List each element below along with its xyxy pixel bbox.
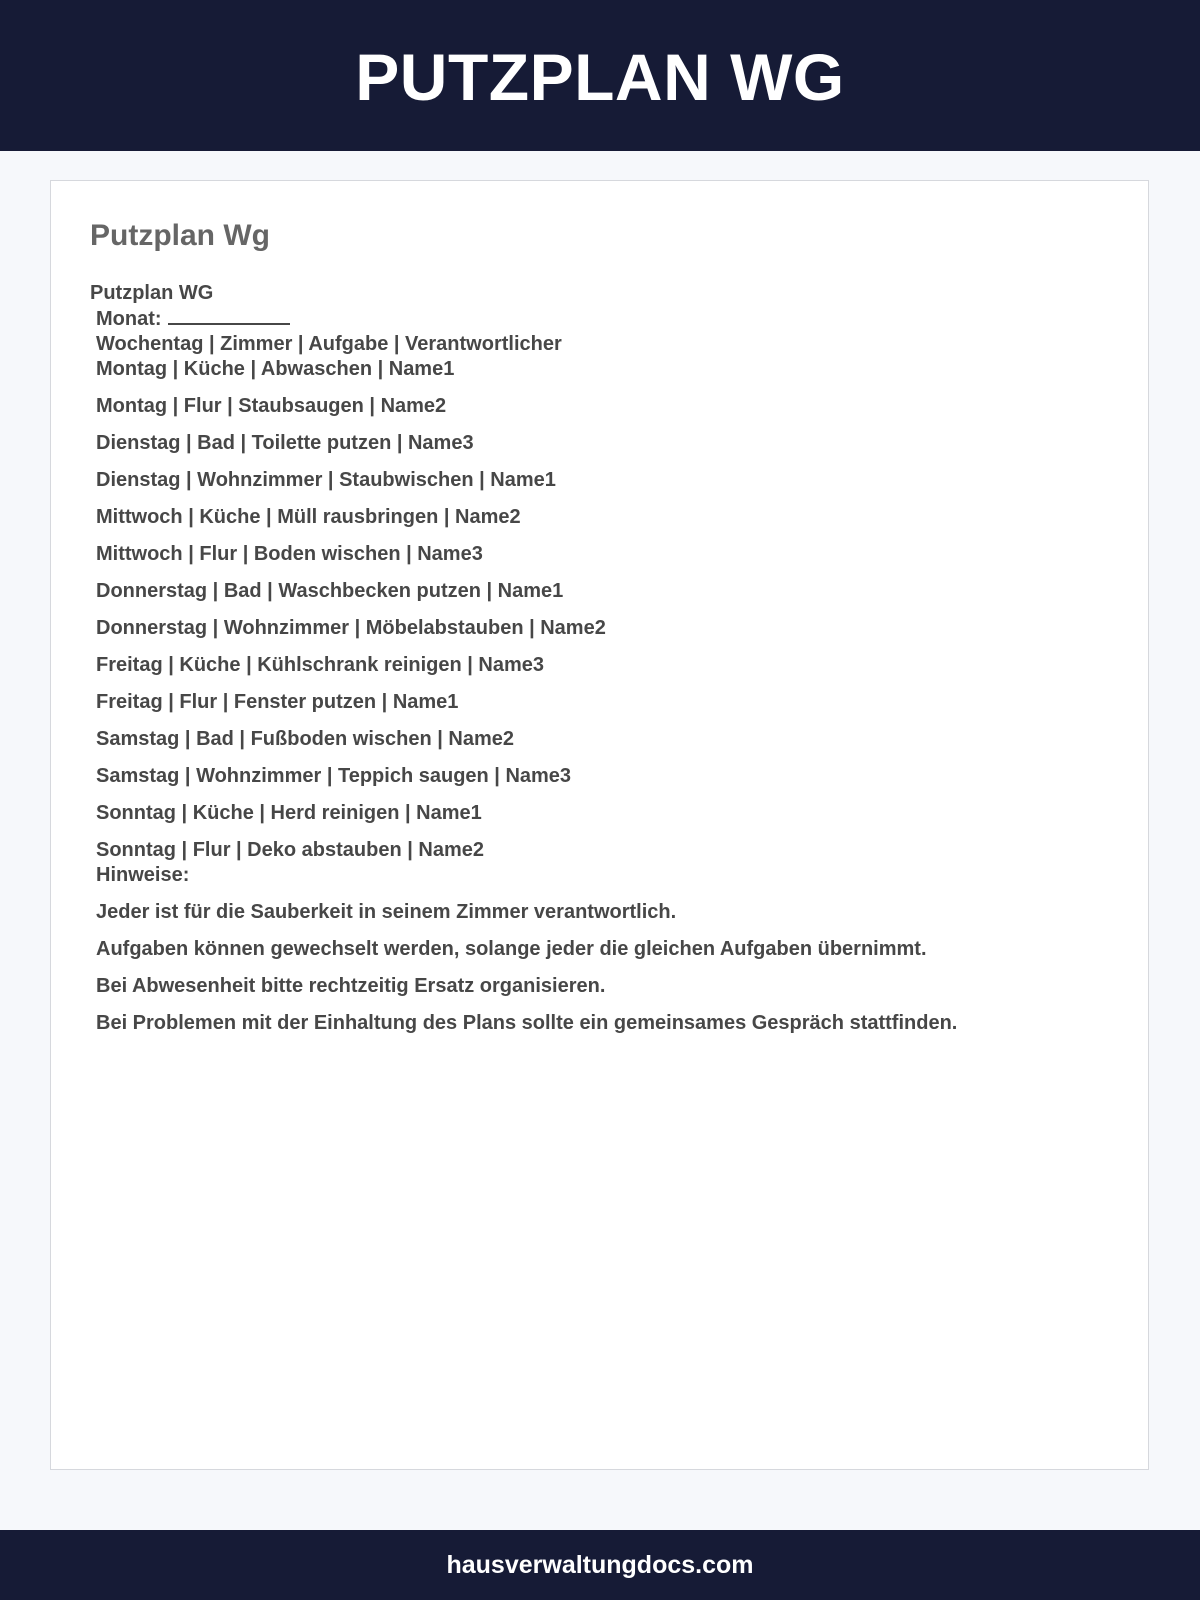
schedule-row: Samstag | Wohnzimmer | Teppich saugen | Name3 (96, 765, 572, 787)
document-heading: Putzplan WG (90, 282, 214, 304)
schedule-row: Freitag | Küche | Kühlschrank reinigen | Name3 (96, 654, 545, 676)
page-footer (0, 1530, 1200, 1600)
note-item: Bei Problemen mit der Einhaltung des Plans sollte ein gemeinsames Gespräch stattfinden. (96, 1012, 958, 1034)
document-content (90, 281, 1110, 1036)
schedule-row: Samstag | Bad | Fußboden wischen | Name2 (96, 728, 514, 750)
notes-label: Hinweise: (96, 864, 190, 886)
note-item: Aufgaben können gewechselt werden, solange jeder die gleichen Aufgaben übernimmt. (96, 938, 927, 960)
schedule-row: Sonntag | Flur | Deko abstauben | Name2 (96, 839, 484, 861)
schedule-row: Montag | Flur | Staubsaugen | Name2 (96, 395, 447, 417)
schedule-row: Donnerstag | Bad | Waschbecken putzen | Name1 (96, 580, 564, 602)
month-field (90, 306, 1110, 332)
schedule-row: Mittwoch | Flur | Boden wischen | Name3 (96, 543, 483, 565)
schedule-row: Dienstag | Wohnzimmer | Staubwischen | Name1 (96, 469, 556, 491)
document-title: Putzplan Wg (90, 219, 270, 252)
schedule-row: Montag | Küche | Abwaschen | Name1 (96, 358, 455, 380)
month-blank-line (168, 306, 290, 325)
schedule-row: Dienstag | Bad | Toilette putzen | Name3 (96, 432, 474, 454)
schedule-row: Freitag | Flur | Fenster putzen | Name1 (96, 691, 459, 713)
month-label: Monat: (96, 308, 162, 330)
footer-site-link[interactable]: hausverwaltungdocs.com (446, 1550, 754, 1579)
schedule-row: Sonntag | Küche | Herd reinigen | Name1 (96, 802, 482, 824)
note-item: Jeder ist für die Sauberkeit in seinem Zimmer verantwortlich. (96, 901, 677, 923)
schedule-row: Mittwoch | Küche | Müll rausbringen | Name2 (96, 506, 521, 528)
page-header (0, 0, 1200, 151)
note-item: Bei Abwesenheit bitte rechtzeitig Ersatz organisieren. (96, 975, 606, 997)
header-title: PUTZPLAN WG (355, 39, 845, 114)
schedule-row: Donnerstag | Wohnzimmer | Möbelabstauben | Name2 (96, 617, 606, 639)
table-header: Wochentag | Zimmer | Aufgabe | Verantwortlicher (96, 333, 562, 355)
document-card (50, 180, 1149, 1470)
